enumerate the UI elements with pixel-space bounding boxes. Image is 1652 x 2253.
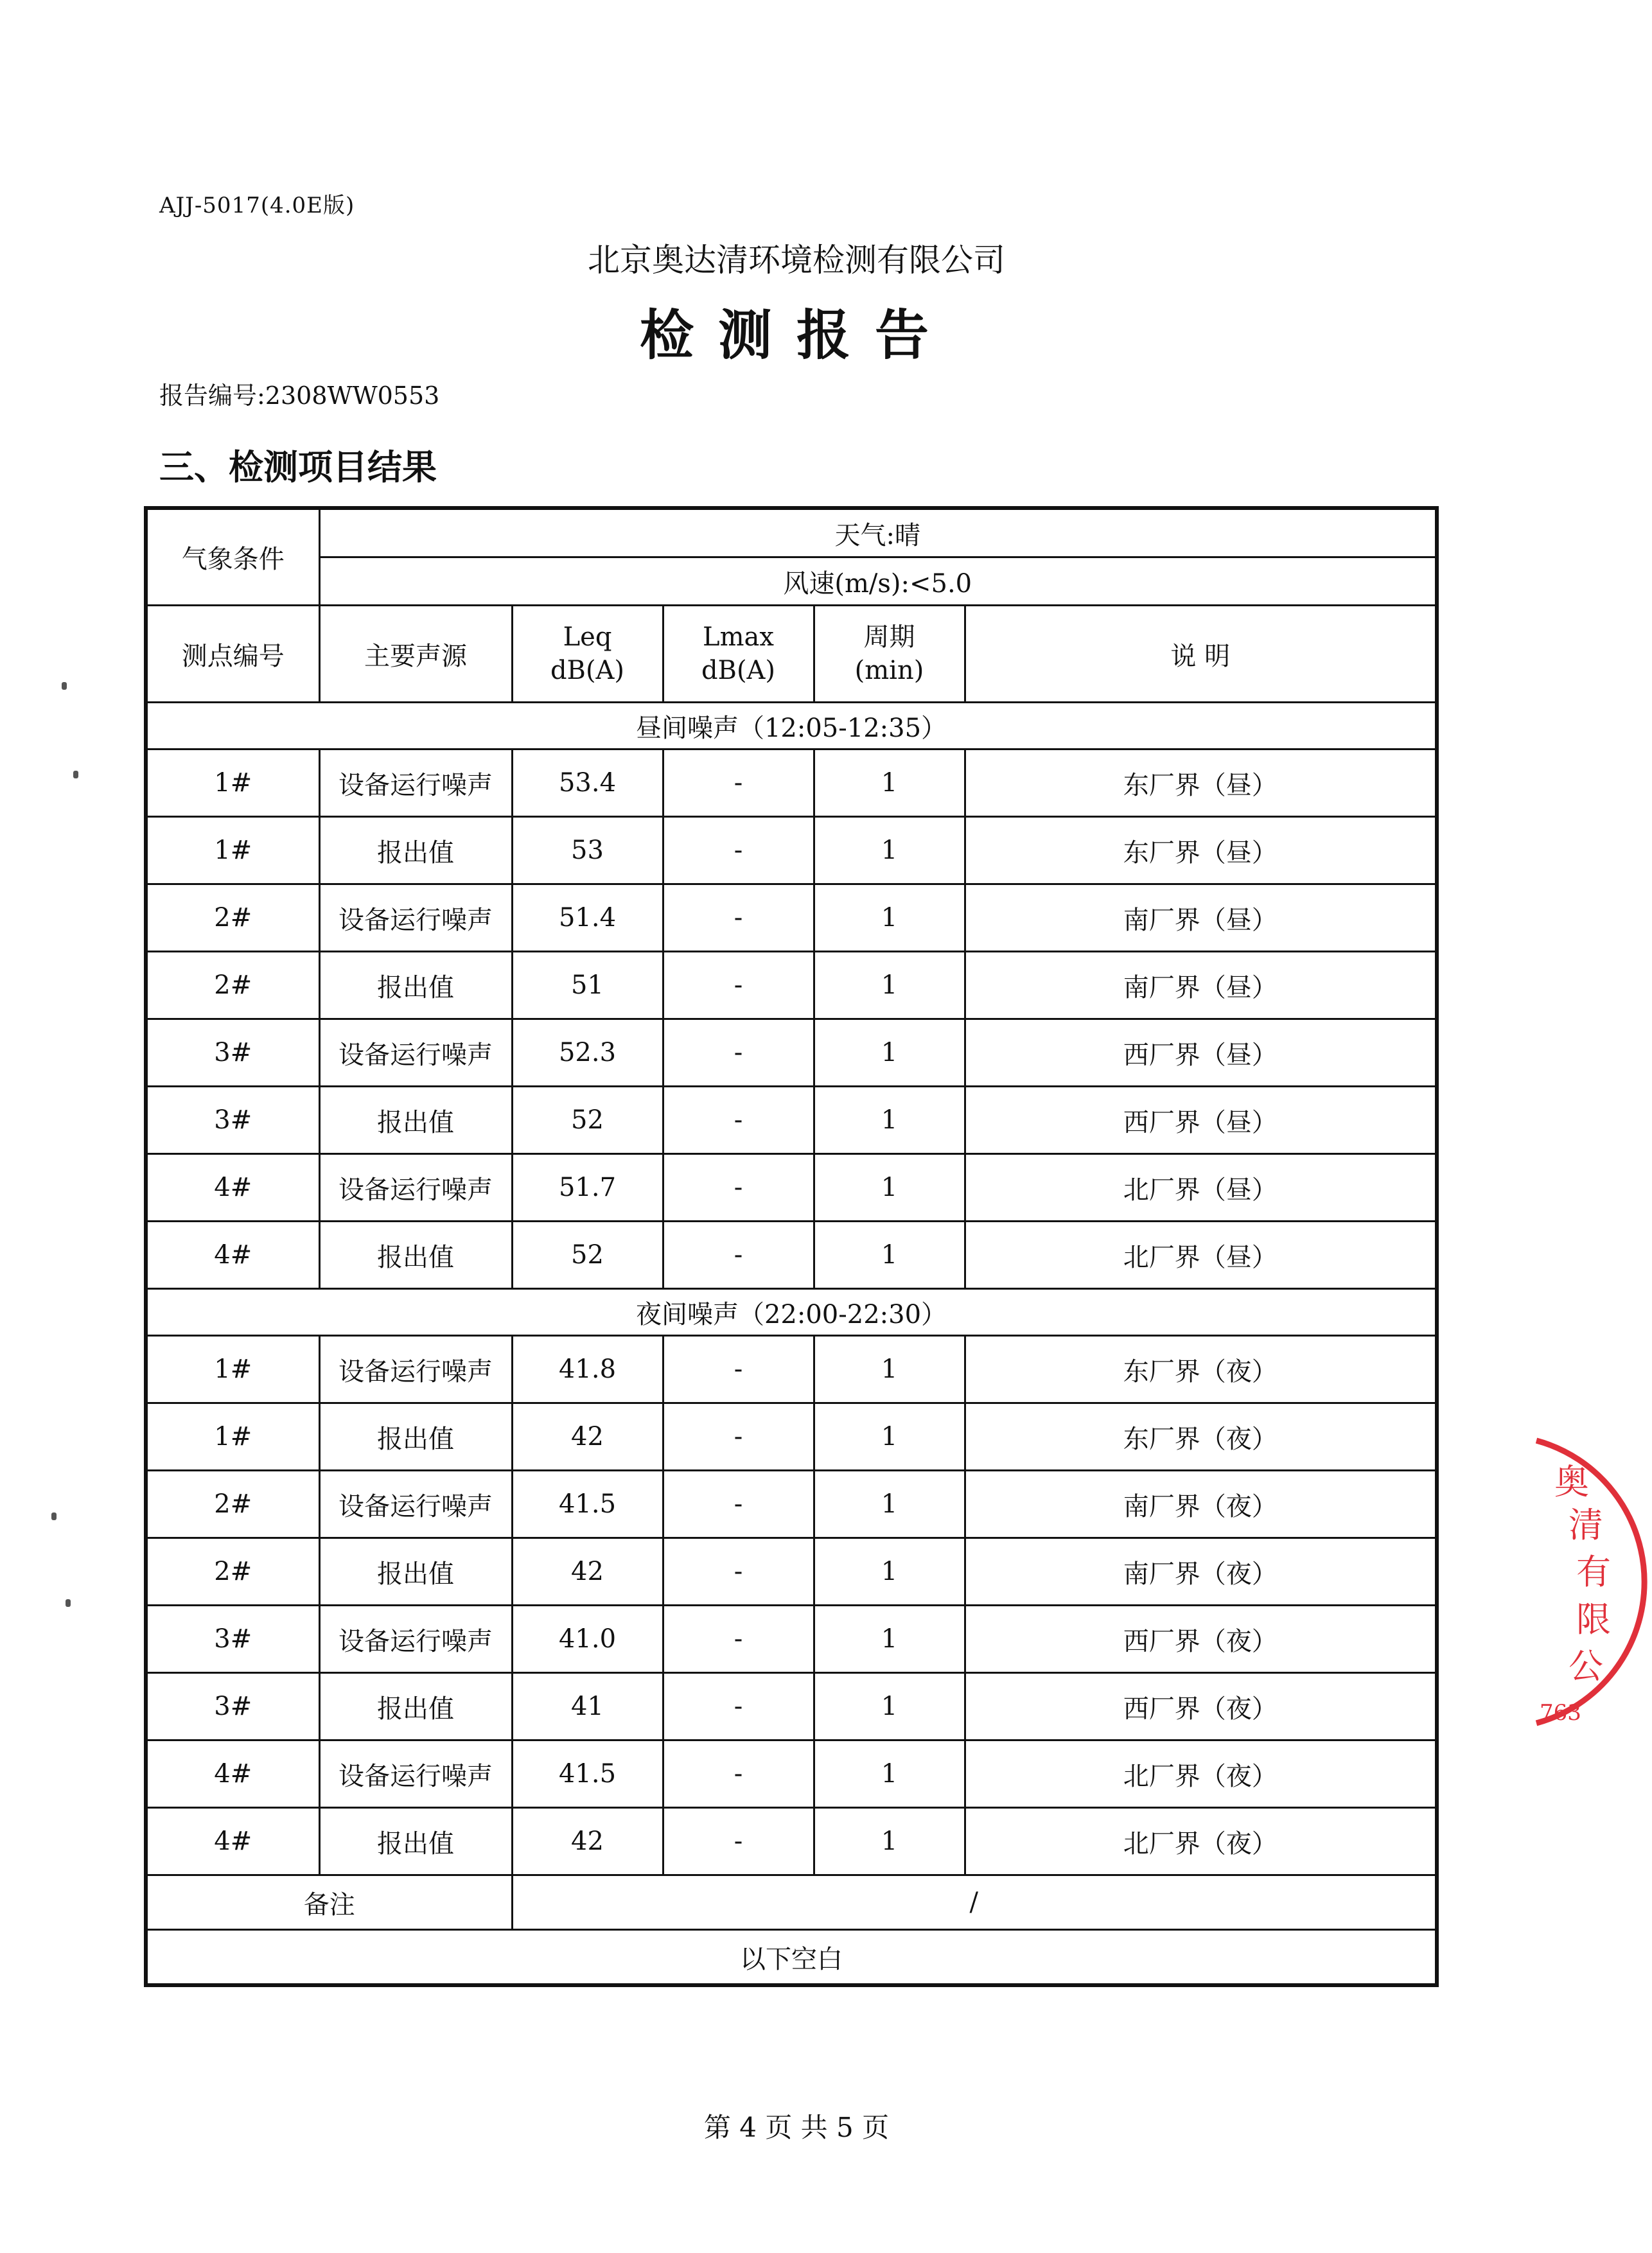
seal-char: 限 (1576, 1599, 1611, 1640)
cell-point: 1# (146, 817, 319, 884)
weather-row (146, 508, 1437, 557)
cell-leq: 52.3 (512, 1019, 663, 1087)
company-seal-stamp (1530, 1431, 1652, 1733)
cell-leq: 41.0 (512, 1606, 663, 1673)
cell-point: 3# (146, 1087, 319, 1154)
table-row (146, 750, 1437, 817)
column-header-row (146, 606, 1437, 703)
cell-period: 1 (814, 884, 965, 952)
cell-lmax: - (663, 952, 814, 1019)
scan-speck (66, 1599, 71, 1607)
cell-source: 设备运行噪声 (319, 1019, 512, 1087)
cell-point: 3# (146, 1673, 319, 1740)
table-row (146, 1538, 1437, 1606)
cell-source: 报出值 (319, 1403, 512, 1471)
table-row (146, 1606, 1437, 1673)
table-row (146, 1740, 1437, 1808)
cell-lmax: - (663, 1606, 814, 1673)
cell-period: 1 (814, 1606, 965, 1673)
cell-period: 1 (814, 1808, 965, 1875)
cell-period: 1 (814, 1538, 965, 1606)
section-title: 三、检测项目结果 (159, 447, 437, 487)
cell-source: 报出值 (319, 1222, 512, 1289)
cell-lmax: - (663, 1673, 814, 1740)
wind-row (146, 557, 1437, 606)
cell-leq: 52 (512, 1222, 663, 1289)
table-row (146, 1087, 1437, 1154)
cell-lmax: - (663, 817, 814, 884)
cell-source: 报出值 (319, 1087, 512, 1154)
report-title: 检测报告 (639, 304, 953, 367)
cell-point: 2# (146, 884, 319, 952)
remark-value: / (512, 1875, 1437, 1930)
cell-lmax: - (663, 750, 814, 817)
seal-char: 公 (1569, 1646, 1603, 1687)
table-row (146, 1154, 1437, 1222)
cell-lmax: - (663, 1538, 814, 1606)
cell-point: 3# (146, 1606, 319, 1673)
seal-char: 奥 (1554, 1462, 1589, 1502)
cell-leq: 42 (512, 1538, 663, 1606)
cell-period: 1 (814, 1222, 965, 1289)
cell-point: 3# (146, 1019, 319, 1087)
cell-note: 南厂界（昼） (965, 952, 1437, 1019)
cell-note: 北厂界（夜） (965, 1740, 1437, 1808)
period-label: 周期 (863, 622, 915, 652)
cell-source: 报出值 (319, 817, 512, 884)
table-row (146, 1471, 1437, 1538)
cell-note: 东厂界（昼） (965, 750, 1437, 817)
cell-leq: 41.5 (512, 1740, 663, 1808)
seal-number: 763 (1540, 1700, 1581, 1726)
cell-point: 2# (146, 1471, 319, 1538)
table-row (146, 1673, 1437, 1740)
cell-period: 1 (814, 1740, 965, 1808)
cell-leq: 51 (512, 952, 663, 1019)
cell-lmax: - (663, 1019, 814, 1087)
cell-lmax: - (663, 1808, 814, 1875)
col-leq-header (512, 606, 663, 703)
company-name: 北京奥达清环境检测有限公司 (588, 241, 1005, 279)
cell-lmax: - (663, 1740, 814, 1808)
scan-speck (73, 771, 78, 778)
cell-period: 1 (814, 1154, 965, 1222)
cell-point: 1# (146, 1403, 319, 1471)
weather-value: 天气:晴 (319, 508, 1437, 557)
cell-point: 1# (146, 1336, 319, 1403)
cell-lmax: - (663, 1154, 814, 1222)
cell-period: 1 (814, 750, 965, 817)
table-row (146, 817, 1437, 884)
table-row (146, 1019, 1437, 1087)
remark-label: 备注 (146, 1875, 512, 1930)
cell-note: 北厂界（昼） (965, 1154, 1437, 1222)
cell-note: 南厂界（夜） (965, 1538, 1437, 1606)
cell-period: 1 (814, 1403, 965, 1471)
table-row (146, 952, 1437, 1019)
page-number: 第 4 页 共 5 页 (703, 2112, 890, 2143)
results-table (144, 506, 1439, 1987)
cell-point: 4# (146, 1740, 319, 1808)
cell-leq: 53.4 (512, 750, 663, 817)
blank-note-row (146, 1930, 1437, 1986)
seal-char: 有 (1576, 1552, 1611, 1592)
cell-source: 设备运行噪声 (319, 750, 512, 817)
cell-note: 南厂界（昼） (965, 884, 1437, 952)
table-row (146, 1222, 1437, 1289)
scan-speck (51, 1512, 57, 1520)
cell-note: 西厂界（夜） (965, 1606, 1437, 1673)
table-row (146, 1403, 1437, 1471)
blank-note: 以下空白 (146, 1930, 1437, 1986)
cell-period: 1 (814, 1336, 965, 1403)
cell-point: 2# (146, 952, 319, 1019)
cell-lmax: - (663, 1403, 814, 1471)
cell-note: 北厂界（夜） (965, 1808, 1437, 1875)
day-period-row (146, 703, 1437, 750)
col-lmax-header (663, 606, 814, 703)
cell-point: 4# (146, 1154, 319, 1222)
day-period-label: 昼间噪声（12:05-12:35） (146, 703, 1437, 750)
table-row (146, 884, 1437, 952)
cell-source: 设备运行噪声 (319, 1471, 512, 1538)
seal-char: 清 (1569, 1505, 1603, 1545)
cell-note: 西厂界（昼） (965, 1019, 1437, 1087)
cell-leq: 51.7 (512, 1154, 663, 1222)
cell-period: 1 (814, 817, 965, 884)
cell-period: 1 (814, 1471, 965, 1538)
table-row (146, 1336, 1437, 1403)
weather-label: 气象条件 (146, 508, 319, 606)
night-rows (146, 1336, 1437, 1875)
cell-lmax: - (663, 1336, 814, 1403)
col-period-header (814, 606, 965, 703)
cell-leq: 53 (512, 817, 663, 884)
cell-period: 1 (814, 1673, 965, 1740)
cell-source: 设备运行噪声 (319, 1606, 512, 1673)
remark-row (146, 1875, 1437, 1930)
cell-source: 报出值 (319, 1673, 512, 1740)
wind-value: 风速(m/s):<5.0 (319, 557, 1437, 606)
cell-note: 东厂界（夜） (965, 1336, 1437, 1403)
scan-speck (62, 682, 67, 690)
cell-point: 1# (146, 750, 319, 817)
lmax-unit: dB(A) (701, 656, 776, 685)
cell-lmax: - (663, 1087, 814, 1154)
leq-label: Leq (563, 622, 612, 652)
leq-unit: dB(A) (550, 656, 625, 685)
cell-leq: 41.5 (512, 1471, 663, 1538)
cell-source: 设备运行噪声 (319, 1740, 512, 1808)
cell-point: 4# (146, 1808, 319, 1875)
col-source-header: 主要声源 (319, 606, 512, 703)
cell-source: 设备运行噪声 (319, 1336, 512, 1403)
cell-leq: 41 (512, 1673, 663, 1740)
report-number: 报告编号:2308WW0553 (159, 381, 440, 410)
night-period-label: 夜间噪声（22:00-22:30） (146, 1289, 1437, 1336)
cell-leq: 52 (512, 1087, 663, 1154)
cell-point: 2# (146, 1538, 319, 1606)
cell-leq: 51.4 (512, 884, 663, 952)
day-rows (146, 750, 1437, 1289)
cell-leq: 42 (512, 1808, 663, 1875)
cell-lmax: - (663, 1471, 814, 1538)
cell-point: 4# (146, 1222, 319, 1289)
cell-period: 1 (814, 1087, 965, 1154)
period-unit: (min) (854, 656, 924, 685)
col-point-header: 测点编号 (146, 606, 319, 703)
cell-lmax: - (663, 884, 814, 952)
cell-lmax: - (663, 1222, 814, 1289)
cell-note: 东厂界（昼） (965, 817, 1437, 884)
cell-source: 设备运行噪声 (319, 884, 512, 952)
table-row (146, 1808, 1437, 1875)
cell-period: 1 (814, 952, 965, 1019)
lmax-label: Lmax (703, 622, 774, 652)
cell-note: 西厂界（昼） (965, 1087, 1437, 1154)
cell-source: 报出值 (319, 1808, 512, 1875)
cell-source: 设备运行噪声 (319, 1154, 512, 1222)
col-note-header: 说 明 (965, 606, 1437, 703)
cell-source: 报出值 (319, 1538, 512, 1606)
cell-source: 报出值 (319, 952, 512, 1019)
cell-leq: 41.8 (512, 1336, 663, 1403)
cell-note: 东厂界（夜） (965, 1403, 1437, 1471)
cell-note: 北厂界（昼） (965, 1222, 1437, 1289)
night-period-row (146, 1289, 1437, 1336)
cell-leq: 42 (512, 1403, 663, 1471)
cell-period: 1 (814, 1019, 965, 1087)
cell-note: 南厂界（夜） (965, 1471, 1437, 1538)
cell-note: 西厂界（夜） (965, 1673, 1437, 1740)
form-code: AJJ-5017(4.0E版) (159, 193, 355, 218)
